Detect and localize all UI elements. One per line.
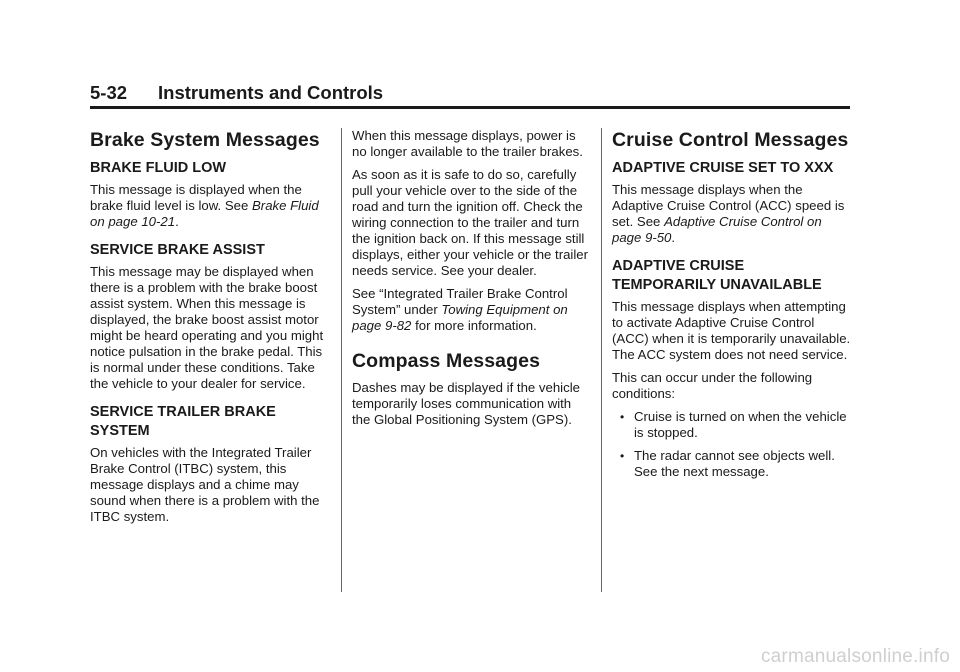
paragraph-adaptive-cruise-unavailable: This message displays when attempting to activate Adaptive Cruise Control (ACC) when it is temporarily unavailable. The ACC system does not need service.: [612, 299, 851, 362]
heading-adaptive-cruise-set: ADAPTIVE CRUISE SET TO XXX: [612, 160, 834, 176]
paragraph-text: See “Integrated Trailer Brake Control System” under: [352, 286, 568, 317]
heading-brake-system-messages: Brake System Messages: [90, 129, 320, 151]
heading-service-brake-assist: SERVICE BRAKE ASSIST: [90, 242, 265, 258]
column-left: [90, 128, 330, 532]
heading-cruise-control-messages: Cruise Control Messages: [612, 129, 849, 151]
column-divider: [601, 128, 602, 592]
paragraph-compass: Dashes may be displayed if the vehicle temporarily loses communication with the Global Positioning System (GPS).: [352, 380, 580, 427]
page-number: 5-32: [90, 82, 128, 103]
heading-service-trailer-brake-system: SERVICE TRAILER BRAKE SYSTEM: [90, 404, 276, 439]
paragraph-trailer-see-also: [352, 286, 590, 334]
paragraph-trailer-power: When this message displays, power is no longer available to the trailer brakes.: [352, 128, 583, 159]
reference-towing-equipment: Towing Equipment on page 9-82: [352, 302, 568, 333]
paragraph-text: This message is displayed when the brake fluid level is low. See: [90, 182, 302, 213]
column-middle: [352, 128, 590, 435]
paragraph-conditions: This can occur under the following conditions:: [612, 370, 813, 401]
column-right: [612, 128, 852, 487]
conditions-list: [612, 409, 852, 480]
heading-compass-messages: Compass Messages: [352, 350, 541, 372]
paragraph-adaptive-cruise-set: [612, 182, 852, 246]
paragraph-service-trailer-brake-system: On vehicles with the Integrated Trailer Brake Control (ITBC) system, this message displays and a chime may sound when there is a problem with the ITBC system.: [90, 445, 320, 524]
watermark: carmanualsonline.info: [760, 646, 950, 667]
heading-brake-fluid-low: BRAKE FLUID LOW: [90, 160, 227, 176]
paragraph-service-brake-assist: This message may be displayed when there is a problem with the brake boost assist system. When this message is displayed, the brake boost assist motor might be heard operating and you might notice pulsation in the brake pedal. This is normal under these conditions. Take the vehicle to your dealer for service.: [90, 264, 324, 391]
list-item: • The radar cannot see objects well. See the next message.: [612, 448, 852, 480]
paragraph-trailer-safety: As soon as it is safe to do so, carefully pull your vehicle over to the side of the road and turn the ignition off. Check the wiring connection to the trailer and turn the ignition back on. If this message still displays, either your vehicle or the trailer needs service. See your dealer.: [352, 167, 589, 278]
paragraph-brake-fluid-low: [90, 182, 330, 230]
heading-adaptive-cruise-unavailable: ADAPTIVE CRUISE TEMPORARILY UNAVAILABLE: [612, 258, 822, 293]
paragraph-end: for more information.: [411, 318, 537, 333]
reference-brake-fluid: Brake Fluid on page 10-21: [90, 198, 319, 229]
paragraph-text: This message displays when the Adaptive Cruise Control (ACC) speed is set. See: [612, 182, 845, 229]
list-item: • Cruise is turned on when the vehicle is stopped.: [612, 409, 852, 441]
section-title: Instruments and Controls: [158, 82, 384, 103]
reference-adaptive-cruise-control: Adaptive Cruise Control on page 9-50: [612, 214, 822, 245]
page-header: [90, 80, 850, 109]
paragraph-end: .: [175, 214, 179, 229]
paragraph-end: .: [671, 230, 676, 245]
column-divider: [341, 128, 342, 592]
